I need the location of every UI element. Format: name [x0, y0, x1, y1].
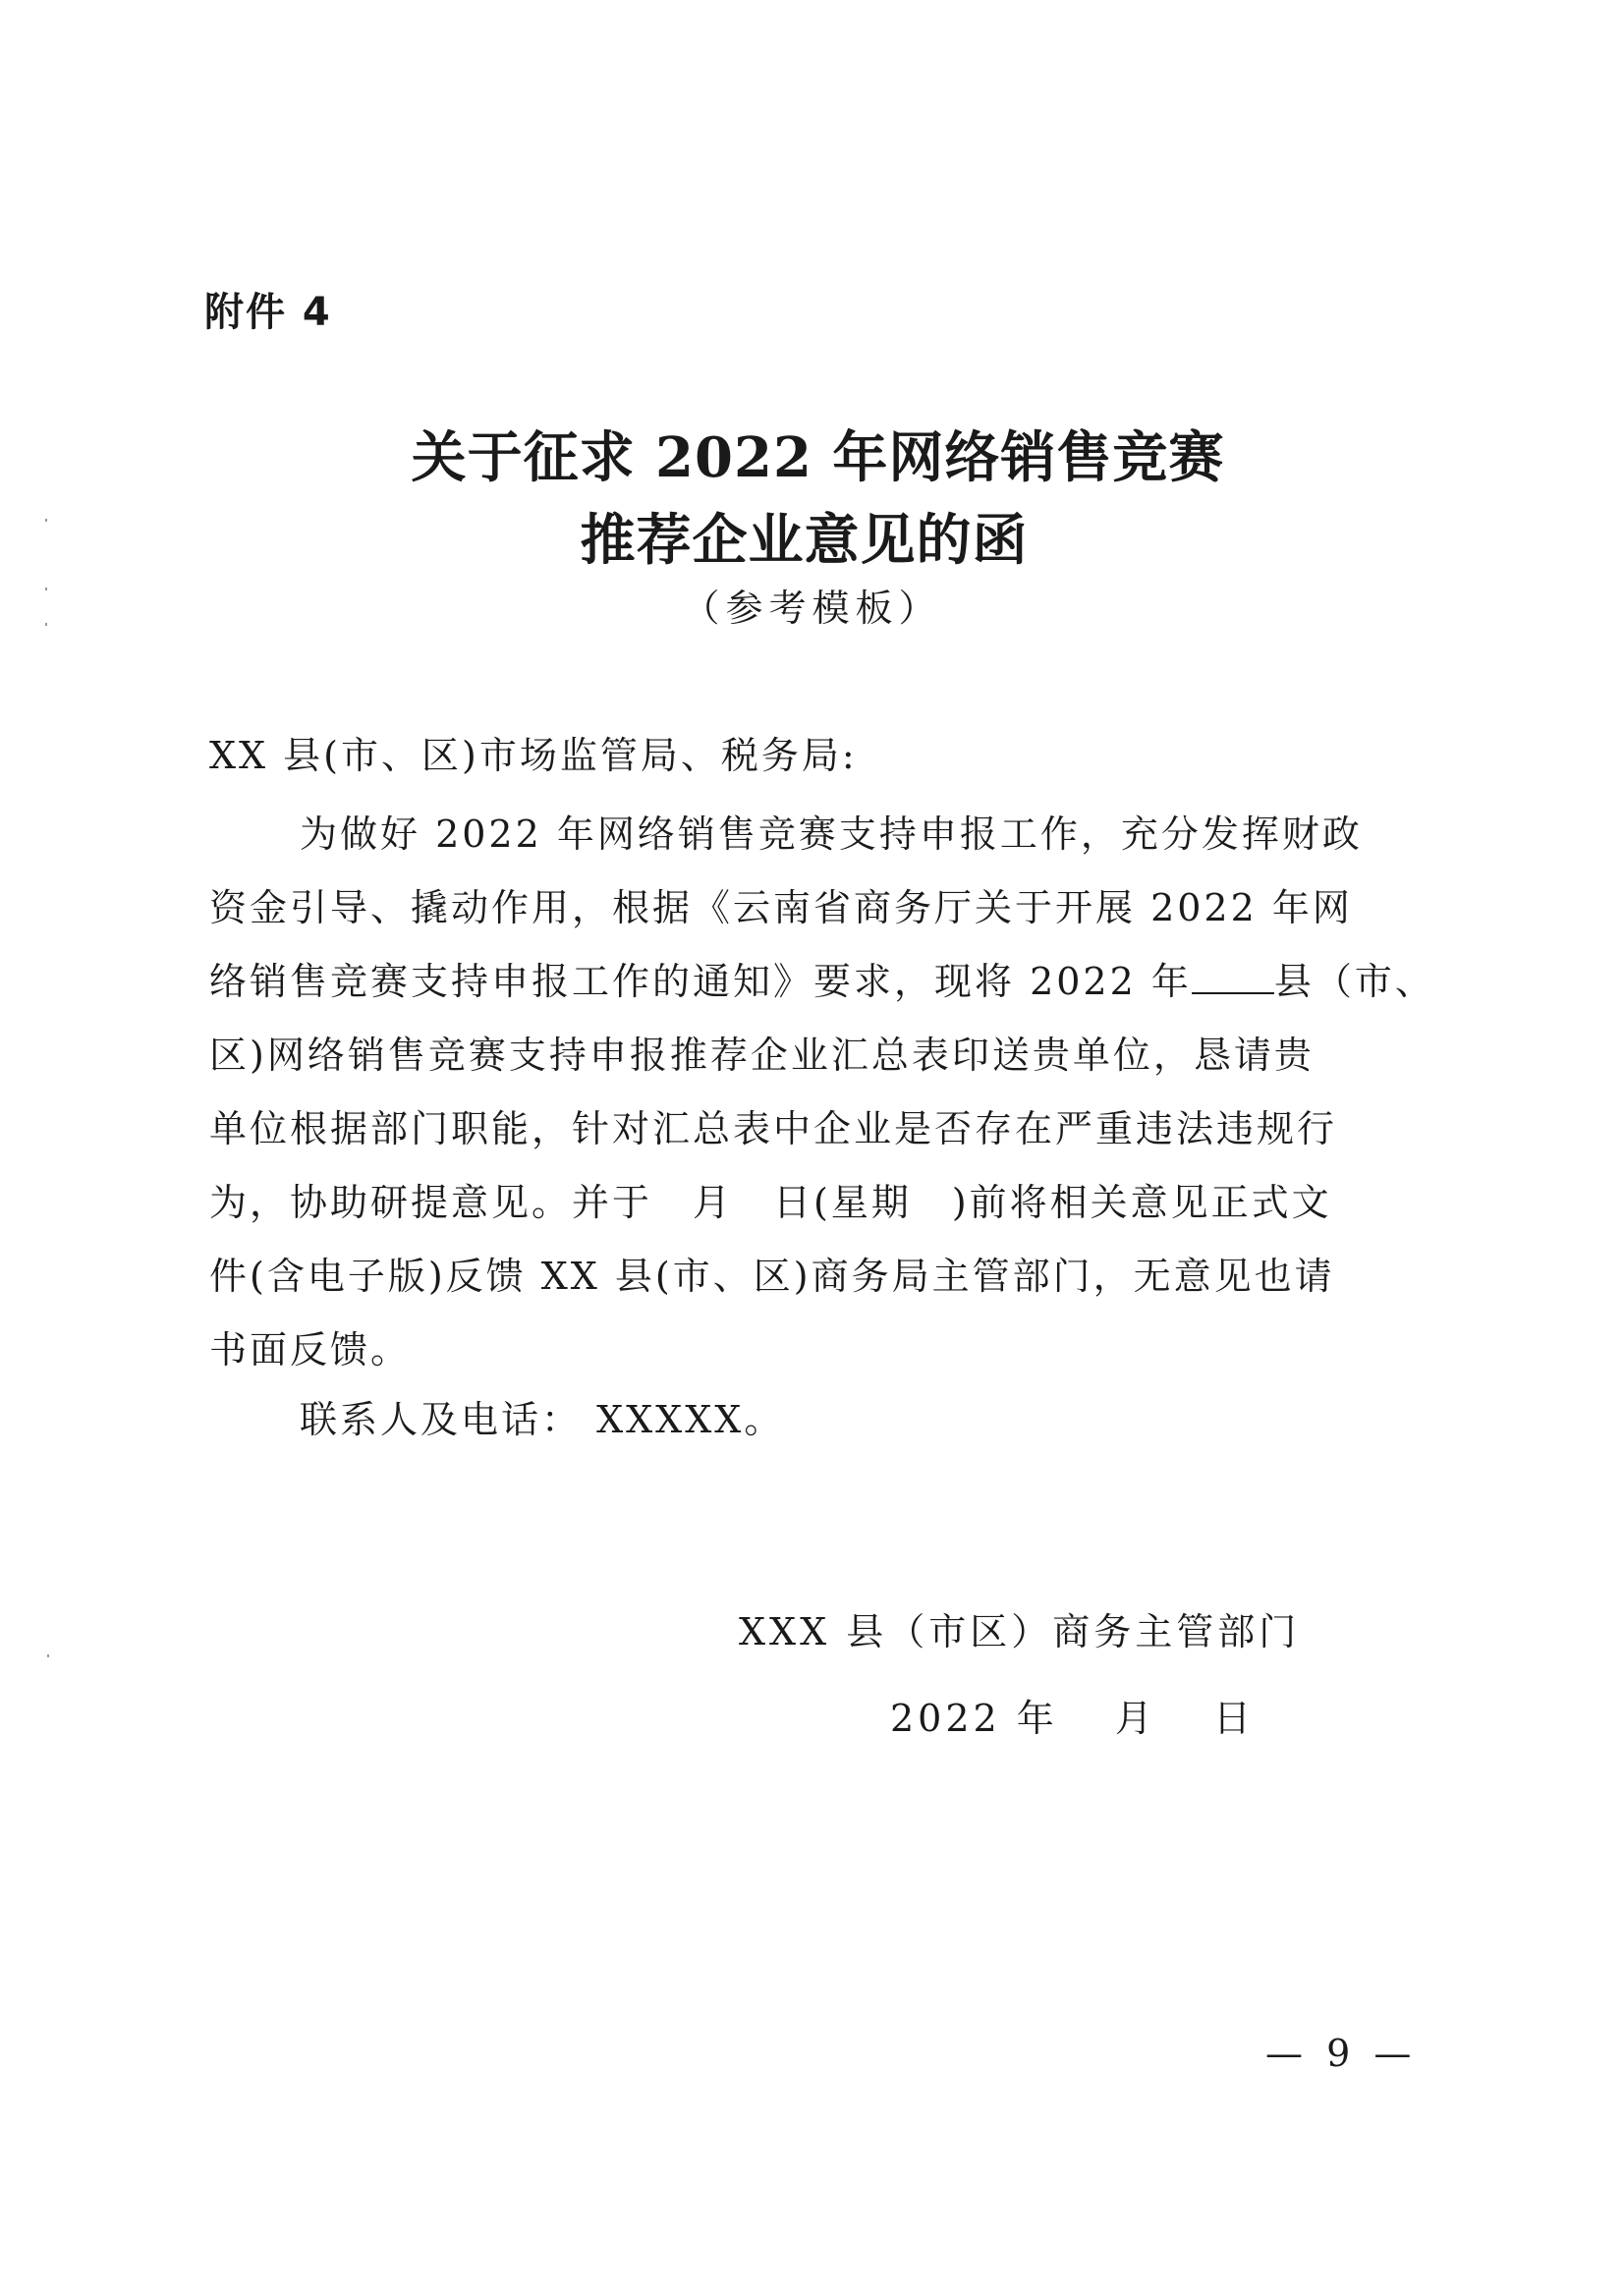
body-line [209, 945, 1435, 1019]
salutation: XX 县(市、区)市场监管局、税务局: [209, 734, 858, 777]
body-line: 件(含电子版)反馈 XX 县(市、区)商务局主管部门，无意见也请 [209, 1255, 1335, 1298]
body-line: 区)网络销售竞赛支持申报推荐企业汇总表印送贵单位，恳请贵 [209, 1034, 1315, 1077]
body-line: 书面反馈。 [209, 1328, 412, 1371]
document-title-line-2: 推荐企业意见的函 [580, 508, 1029, 573]
contact-info: 联系人及电话： XXXXX。 [300, 1398, 785, 1441]
attachment-label: 附件 4 [204, 290, 332, 335]
signature-organization: XXX 县（市区）商务主管部门 [739, 1610, 1301, 1653]
document-title-line-1: 关于征求 2022 年网络销售竞赛 [411, 425, 1225, 490]
body-line: 资金引导、撬动作用，根据《云南省商务厅关于开展 2022 年网 [209, 886, 1353, 929]
fill-in-blank [1192, 959, 1274, 994]
document-subtitle: （参考模板） [682, 587, 942, 630]
scan-speck [47, 1654, 49, 1657]
signature-date: 2022 年 月 日 [890, 1697, 1255, 1740]
body-line-part: 县（市、 [1273, 960, 1435, 1003]
letter-body [209, 798, 1435, 1387]
body-line-part: 络销售竞赛支持申报工作的通知》要求，现将 2022 年 [209, 960, 1192, 1003]
body-line: 为，协助研提意见。并于 月 日(星期 )前将相关意见正式文 [209, 1181, 1332, 1224]
body-line: 单位根据部门职能，针对汇总表中企业是否存在严重违法违规行 [209, 1107, 1338, 1150]
body-line: 为做好 2022 年网络销售竞赛支持申报工作，充分发挥财政 [300, 812, 1363, 856]
page-number: — 9 — [1265, 2032, 1418, 2075]
